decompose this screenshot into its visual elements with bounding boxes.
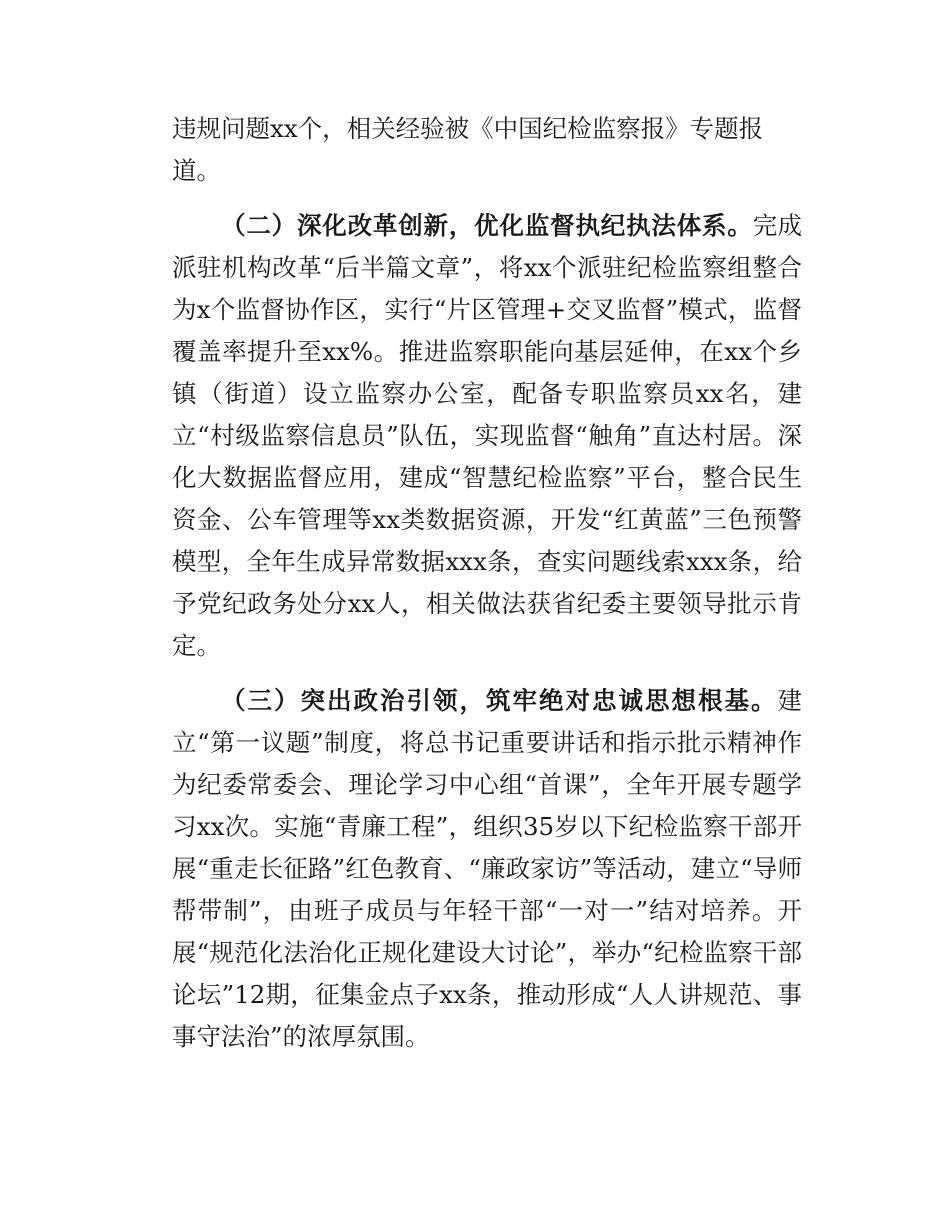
section-body-2: 完成派驻机构改革“后半篇文章”，将xx个派驻纪检监察组整合为x个监督协作区，实行“片区管理+交叉监督”模式，监督覆盖率提升至xx%。推进监察职能向基层延伸，在xx个乡镇（街道）设立监察办公室，配备专职监察员xx名，建立“村级监察信息员”队伍，实现监督“触角”直达村居。深化大数据监督应用，建成“智慧纪检监察”平台，整合民生资金、公车管理等xx类数据资源，开发“红黄蓝”三色预警模型，全年生成异常数据xxx条，查实问题线索xxx条，给予党纪政务处分xx人，相关做法获省纪委主要领导批示肯定。 [172, 211, 803, 660]
paragraph-line: 违规问题xx个，相关经验被《中国纪检监察报》专题报 [172, 114, 764, 143]
paragraph-section-3 [172, 680, 802, 1058]
paragraph-continuation [172, 108, 802, 192]
section-body-3: 建立“第一议题”制度，将总书记重要讲话和指示批示精神作为纪委常委会、理论学习中心组“首课”，全年开展专题学习xx次。实施“青廉工程”，组织35岁以下纪检监察干部开展“重走长征路”红色教育、“廉政家访”等活动，建立“导师帮带制”，由班子成员与年轻干部“一对一”结对培养。开展“规范化法治化正规化建设大讨论”，举办“纪检监察干部论坛”12期，征集金点子xx条，推动形成“人人讲规范、事事守法治”的浓厚氛围。 [172, 686, 802, 1051]
section-heading-3: （三）突出政治引领，筑牢绝对忠诚思想根基。 [221, 686, 778, 715]
document-body [172, 108, 802, 1058]
paragraph-section-2 [172, 205, 802, 667]
paragraph-line: 道。 [172, 156, 221, 185]
section-heading-2: （二）深化改革创新，优化监督执纪执法体系。 [221, 211, 753, 240]
